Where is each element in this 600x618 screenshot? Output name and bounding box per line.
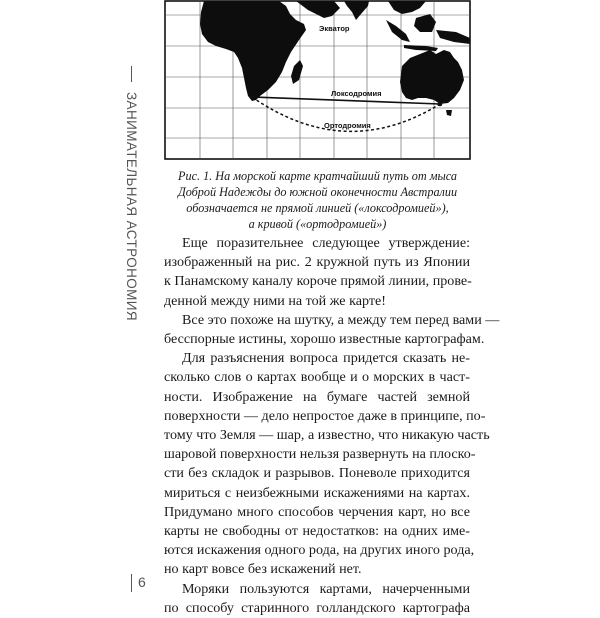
caption-line: Доброй Надежды до южной оконечности Австралии <box>177 185 458 199</box>
text-line: ности. Изображение на бумаге частей земной <box>164 388 470 405</box>
australia-landmass <box>400 50 464 104</box>
caption-line: обозначается не прямой линией («локсодромией»), <box>186 201 449 215</box>
text-line: мириться с неизбежными искажениями на картах. <box>164 484 470 501</box>
text-line: денной между ними на той же карте! <box>164 292 386 309</box>
text-line: тому что Земля — шар, а известно, что никакую часть <box>164 427 490 444</box>
southeast-asia-landmass <box>388 1 426 14</box>
equator-label: Экватор <box>319 24 350 33</box>
side-rule-top <box>131 66 132 82</box>
tasmania-landmass <box>446 110 452 116</box>
text-line: Все это похоже на шутку, а между тем перед вами — <box>182 311 500 328</box>
side-rule-bottom <box>131 574 132 592</box>
sumatra-landmass <box>386 20 410 42</box>
australia-south-point <box>438 102 443 107</box>
orthodrome-label: Ортодромия <box>324 121 371 130</box>
loxodrome-label: Локсодромия <box>331 89 382 98</box>
india-landmass <box>344 1 369 20</box>
text-line: Для разъяснения вопроса придется сказать не- <box>182 350 470 367</box>
cape-of-good-hope-point <box>250 95 255 100</box>
africa-landmass <box>200 1 306 101</box>
caption-line: а кривой («ортодромией») <box>248 217 387 231</box>
body-text <box>164 234 500 618</box>
paragraph <box>164 311 500 349</box>
text-line: Придумано много способов черчения карт, но все <box>164 503 470 520</box>
text-line: сколько слов о картах вообще и о морских в част- <box>164 369 470 386</box>
text-line: шаровой поверхности нельзя развернуть на плоско- <box>164 446 476 463</box>
paragraph <box>164 580 470 618</box>
text-line: поверхности — дело непростое даже в принципе, по- <box>164 407 486 424</box>
text-line: сти без складок и разрывов. Поневоле приходится <box>164 465 470 482</box>
madagascar-landmass <box>291 60 303 84</box>
new-guinea-landmass <box>436 30 470 44</box>
figure-map <box>164 0 471 160</box>
paragraph <box>164 349 490 579</box>
figure-caption <box>164 168 471 232</box>
running-title: ЗАНИМАТЕЛЬНАЯ АСТРОНОМИЯ <box>124 92 139 322</box>
text-line: изображенный на рис. 2 кружной путь из Японии <box>164 254 470 271</box>
text-line: к Панамскому каналу короче прямой линии, прове- <box>164 273 472 290</box>
text-line: Моряки пользуются картами, начерченными <box>182 580 470 597</box>
caption-line: Рис. 1. На морской карте кратчайший путь от мыса <box>178 169 457 183</box>
borneo-landmass <box>414 14 436 32</box>
asia-landmass <box>296 1 340 18</box>
text-line: бесспорные истины, хорошо известные картографам. <box>164 331 485 348</box>
text-line: по способу старинного голландского картографа <box>164 599 470 616</box>
text-line: но карт вовсе без искажений нет. <box>164 561 362 578</box>
map-illustration <box>164 0 471 160</box>
text-line: ются искажения одного рода, на других иного рода, <box>164 542 475 559</box>
text-line: карты не свободны от недостатков: на одних име- <box>164 523 470 540</box>
paragraph <box>164 234 470 311</box>
page-number: 6 <box>138 574 146 590</box>
text-line: Еще поразительнее следующее утверждение: <box>182 235 470 251</box>
